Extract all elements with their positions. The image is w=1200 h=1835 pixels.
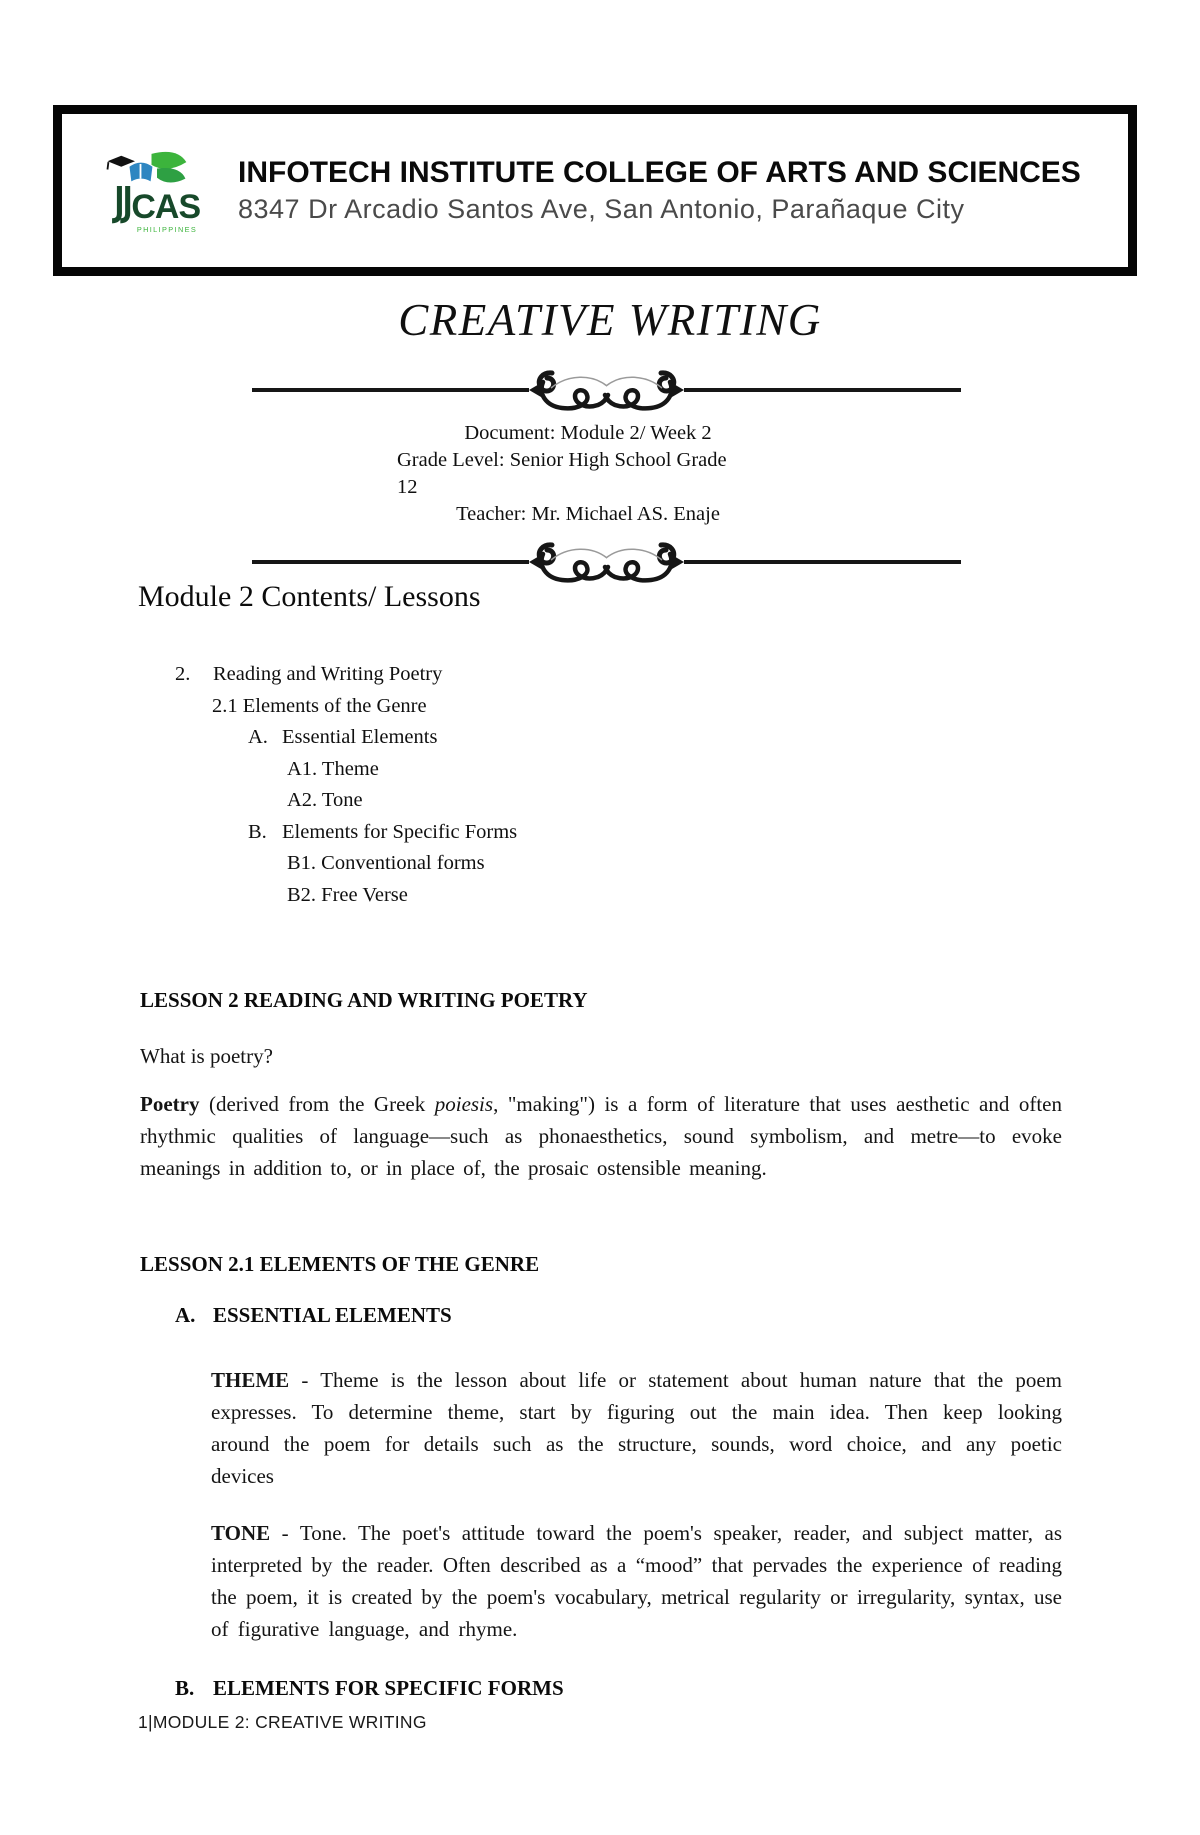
leaf-icon xyxy=(152,151,187,182)
list-item-label: Elements for Specific Forms xyxy=(282,820,518,843)
open-book-icon xyxy=(130,162,153,181)
list-item xyxy=(140,848,517,880)
page-footer: 1|MODULE 2: CREATIVE WRITING xyxy=(138,1712,427,1732)
lesson-2-heading: LESSON 2 READING AND WRITING POETRY xyxy=(140,988,588,1012)
list-item-number: A. xyxy=(248,726,268,748)
poetry-lead-word: Poetry xyxy=(140,1092,200,1116)
list-item xyxy=(140,754,517,786)
list-item-number: B. xyxy=(248,820,267,843)
contents-list xyxy=(140,659,517,911)
list-item xyxy=(140,785,517,817)
section-a-label: ESSENTIAL ELEMENTS xyxy=(213,1303,452,1327)
poetry-definition-paragraph xyxy=(140,1088,1062,1184)
list-item-label: B1. Conventional forms xyxy=(287,852,485,874)
theme-text: - Theme is the lesson about life or statement about human nature that the poem expresses. To determine theme, start by figuring out the main idea. Then keep looking around the poem for details such as the structure, sounds, word choice, and any poetic devices xyxy=(211,1368,1062,1488)
flourish-divider-top xyxy=(248,362,965,418)
lesson-2-1-heading: LESSON 2.1 ELEMENTS OF THE GENRE xyxy=(140,1252,540,1276)
document-line: Document: Module 2/ Week 2 xyxy=(464,422,712,444)
section-a-heading xyxy=(175,1303,452,1328)
teacher-line: Teacher: Mr. Michael AS. Enaje xyxy=(456,503,720,525)
school-address: 8347 Dr Arcadio Santos Ave, San Antonio, Parañaque City xyxy=(238,193,965,224)
list-item-label: Reading and Writing Poetry xyxy=(213,663,443,685)
school-name: INFOTECH INSTITUTE COLLEGE OF ARTS AND SCIENCES xyxy=(238,156,1081,190)
list-item-label: A2. Tone xyxy=(287,789,363,811)
section-b-heading xyxy=(175,1676,564,1701)
school-header-box xyxy=(53,105,1137,276)
tone-lead-word: TONE xyxy=(211,1521,271,1545)
school-header-text xyxy=(238,156,1081,225)
list-item xyxy=(140,659,517,691)
grade-level-wrap: 12 xyxy=(397,476,418,498)
section-a-letter: A. xyxy=(175,1303,196,1327)
logo-monogram xyxy=(112,185,200,225)
contents-heading: Module 2 Contents/ Lessons xyxy=(138,580,481,613)
document-info xyxy=(397,420,779,528)
logo-acronym: CAS xyxy=(131,187,201,226)
what-is-poetry-question: What is poetry? xyxy=(140,1044,273,1068)
page-title: CREATIVE WRITING xyxy=(398,295,822,345)
logo-caption: PHILIPPINES xyxy=(136,224,198,234)
tone-paragraph xyxy=(211,1517,1062,1645)
grade-level-line: Grade Level: Senior High School Grade xyxy=(397,449,727,471)
poetry-text-1: (derived from the Greek xyxy=(199,1092,435,1116)
section-b-letter: B. xyxy=(175,1676,195,1700)
list-item xyxy=(140,817,517,849)
list-item-label: 2.1 Elements of the Genre xyxy=(212,694,427,717)
list-item xyxy=(140,880,517,912)
theme-paragraph xyxy=(211,1364,1062,1492)
poetry-text-2: , "making") is a form of literature that uses aesthetic and often rhythmic qualities of language—such as phonaesthetics, sound symbolism, and metre—to evoke meanings in addition to, or in place of, the prosaic ostensible meaning. xyxy=(140,1092,1062,1180)
list-item-label: Essential Elements xyxy=(282,726,438,748)
list-item-label: A1. Theme xyxy=(287,757,379,780)
tone-text: - Tone. The poet's attitude toward the poem's speaker, reader, and subject matter, as interpreted by the reader. Often described as a “mood” that pervades the experience of reading the poem, it is created by the poem's vocabulary, metrical regularity or irregularity, syntax, use of figurative language, and rhyme. xyxy=(211,1521,1062,1641)
poetry-italic-word: poiesis xyxy=(434,1092,494,1116)
theme-lead-word: THEME xyxy=(211,1368,290,1392)
section-b-label: ELEMENTS FOR SPECIFIC FORMS xyxy=(213,1676,564,1700)
school-logo xyxy=(102,143,212,239)
list-item-number: 2. xyxy=(175,663,191,685)
list-item xyxy=(140,722,517,754)
list-item xyxy=(140,691,517,723)
list-item-label: B2. Free Verse xyxy=(287,883,408,906)
